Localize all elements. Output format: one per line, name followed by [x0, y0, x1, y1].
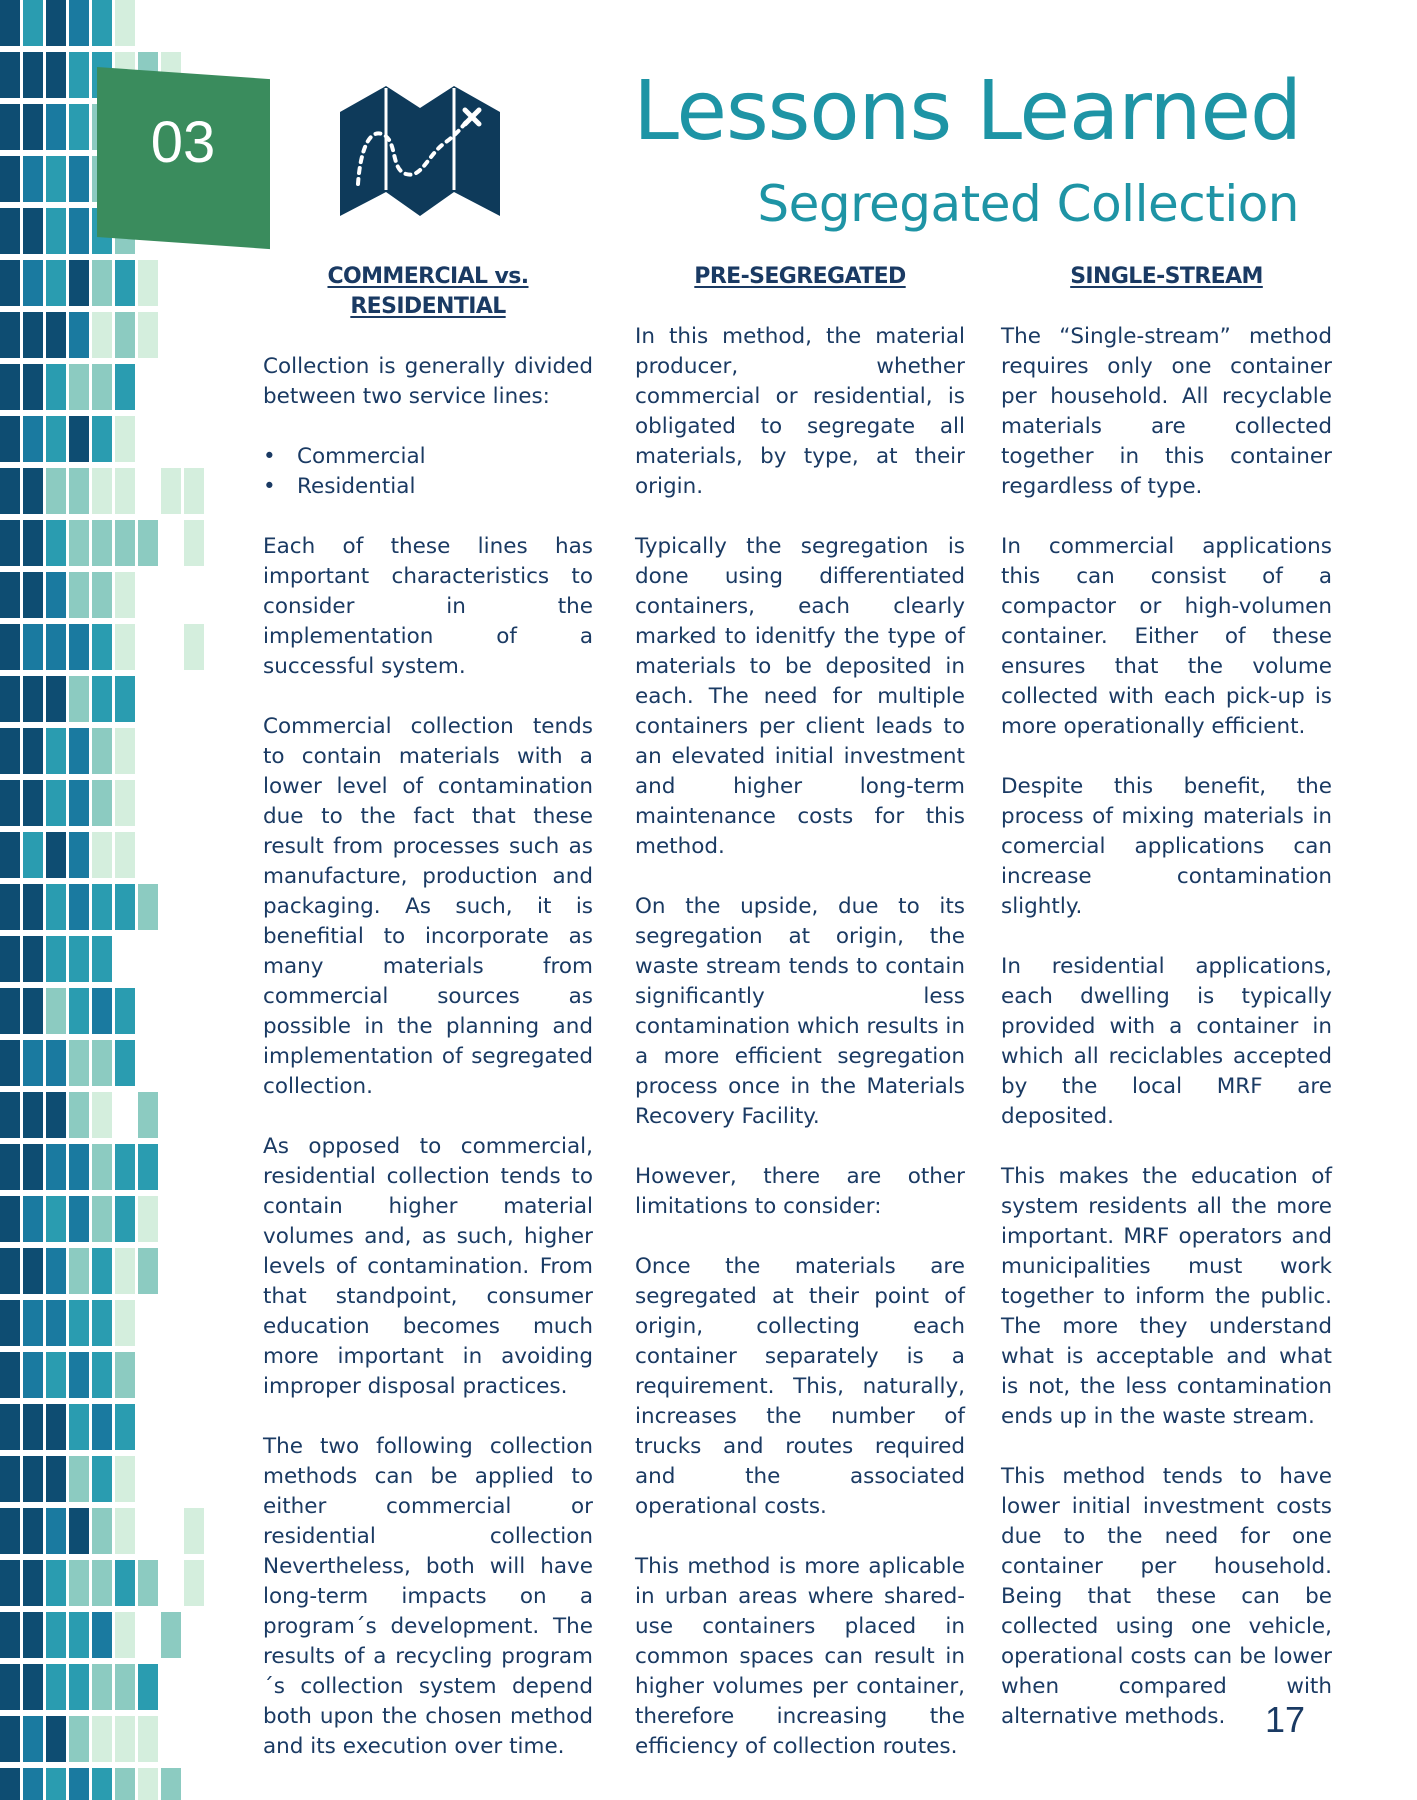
- mosaic-tile: [138, 312, 158, 358]
- mosaic-tile: [115, 1560, 135, 1606]
- column-heading: PRE-SEGREGATED: [694, 264, 906, 289]
- page-subtitle: Segregated Collection: [757, 175, 1299, 233]
- mosaic-tile: [69, 520, 89, 566]
- mosaic-tile: [184, 1560, 204, 1606]
- mosaic-tile: [138, 1768, 158, 1800]
- mosaic-tile: [23, 520, 43, 566]
- mosaic-tile: [23, 52, 43, 98]
- list-item: • Commercial: [263, 442, 593, 472]
- mosaic-tile: [69, 884, 89, 930]
- mosaic-tile: [115, 312, 135, 358]
- mosaic-tile: [0, 468, 20, 514]
- paragraph: Commercial collection tends to contain materials with a lower level of contamination due to the fact that these result from processes such as manufacture, production and packaging. As such, it is benefitial to incorporate as many materials from commercial sources as possible in the planning and implementation of segregated collection.: [263, 714, 593, 1099]
- mosaic-tile: [69, 208, 89, 254]
- mosaic-tile: [69, 1196, 89, 1242]
- mosaic-tile: [92, 1716, 112, 1762]
- mosaic-tile: [69, 1248, 89, 1294]
- mosaic-tile: [115, 1664, 135, 1710]
- mosaic-tile: [23, 1664, 43, 1710]
- mosaic-tile: [92, 1664, 112, 1710]
- mosaic-tile: [69, 624, 89, 670]
- mosaic-tile: [115, 728, 135, 774]
- mosaic-tile: [92, 312, 112, 358]
- mosaic-tile: [46, 1196, 66, 1242]
- mosaic-tile: [69, 1560, 89, 1606]
- mosaic-tile: [161, 1768, 181, 1800]
- mosaic-tile: [23, 1352, 43, 1398]
- page-title: Lessons Learned: [633, 64, 1301, 159]
- page-number: 17: [1265, 1699, 1306, 1740]
- section-number: 03: [150, 110, 216, 175]
- mosaic-tile: [115, 1612, 135, 1658]
- mosaic-tile: [92, 884, 112, 930]
- mosaic-tile: [115, 988, 135, 1034]
- mosaic-tile: [69, 52, 89, 98]
- mosaic-tile: [0, 1716, 20, 1762]
- mosaic-tile: [115, 780, 135, 826]
- mosaic-tile: [115, 468, 135, 514]
- mosaic-tile: [92, 260, 112, 306]
- mosaic-tile: [69, 936, 89, 982]
- mosaic-tile: [92, 832, 112, 878]
- mosaic-tile: [92, 1612, 112, 1658]
- mosaic-tile: [92, 1352, 112, 1398]
- mosaic-tile: [69, 364, 89, 410]
- mosaic-tile: [0, 1456, 20, 1502]
- mosaic-tile: [46, 624, 66, 670]
- mosaic-tile: [23, 884, 43, 930]
- mosaic-tile: [92, 936, 112, 982]
- paragraph: In this method, the material producer, whether commercial or residential, is obligated to segregate all materials, by type, at their origin.: [635, 324, 965, 499]
- mosaic-tile: [23, 208, 43, 254]
- mosaic-tile: [69, 312, 89, 358]
- column-heading: SINGLE-STREAM: [1070, 264, 1263, 289]
- mosaic-tile: [0, 1768, 20, 1800]
- mosaic-tile: [0, 1404, 20, 1450]
- mosaic-tile: [115, 260, 135, 306]
- mosaic-tile: [0, 624, 20, 670]
- mosaic-tile: [23, 104, 43, 150]
- mosaic-tile: [23, 676, 43, 722]
- mosaic-tile: [0, 1248, 20, 1294]
- mosaic-tile: [0, 1144, 20, 1190]
- mosaic-tile: [23, 1456, 43, 1502]
- mosaic-tile: [46, 416, 66, 462]
- paragraph: Once the materials are segregated at their point of origin, collecting each container separately is a requirement. This, naturally, increases the number of trucks and routes required and the associated operational costs.: [635, 1254, 965, 1519]
- paragraph: Each of these lines has important characteristics to consider in the implementation of a successful system.: [263, 534, 593, 679]
- mosaic-tile: [115, 572, 135, 618]
- mosaic-tile: [23, 1196, 43, 1242]
- column-single-stream: [1001, 262, 1332, 1762]
- mosaic-tile: [0, 364, 20, 410]
- mosaic-tile: [0, 1664, 20, 1710]
- mosaic-tile: [46, 1248, 66, 1294]
- mosaic-tile: [46, 936, 66, 982]
- mosaic-tile: [23, 260, 43, 306]
- mosaic-tile: [23, 1300, 43, 1346]
- mosaic-tile: [23, 1404, 43, 1450]
- mosaic-tile: [0, 1560, 20, 1606]
- mosaic-tile: [0, 1092, 20, 1138]
- mosaic-tile: [138, 520, 158, 566]
- mosaic-tile: [161, 1612, 181, 1658]
- paragraph: The “Single-stream” method requires only one container per household. All recyclable materials are collected together in this container regardless of type.: [1001, 324, 1332, 499]
- mosaic-tile: [92, 676, 112, 722]
- mosaic-tile: [92, 1196, 112, 1242]
- mosaic-tile: [69, 1768, 89, 1800]
- mosaic-tile: [46, 1664, 66, 1710]
- mosaic-tile: [0, 832, 20, 878]
- mosaic-tile: [23, 624, 43, 670]
- mosaic-tile: [69, 1456, 89, 1502]
- mosaic-tile: [46, 832, 66, 878]
- mosaic-tile: [138, 1664, 158, 1710]
- mosaic-tile: [92, 0, 112, 46]
- paragraph: On the upside, due to its segregation at origin, the waste stream tends to contain significantly less contamination which results in a more efficient segregation process once in the Materials Recovery Facility.: [635, 894, 965, 1129]
- mosaic-tile: [0, 104, 20, 150]
- mosaic-tile: [138, 1196, 158, 1242]
- mosaic-tile: [0, 936, 20, 982]
- mosaic-tile: [69, 1508, 89, 1554]
- mosaic-tile: [92, 988, 112, 1034]
- column-pre-segregated: [635, 262, 965, 1792]
- mosaic-tile: [138, 1144, 158, 1190]
- mosaic-tile: [138, 1560, 158, 1606]
- mosaic-tile: [46, 728, 66, 774]
- mosaic-tile: [46, 676, 66, 722]
- mosaic-tile: [92, 1404, 112, 1450]
- mosaic-tile: [115, 1352, 135, 1398]
- paragraph: This method is more aplicable in urban areas where shared-use containers placed in common spaces can result in higher volumes per container, therefore increasing the efficiency of collection routes.: [635, 1554, 965, 1759]
- mosaic-tile: [69, 0, 89, 46]
- mosaic-tile: [46, 52, 66, 98]
- mosaic-tile: [92, 1768, 112, 1800]
- paragraph: However, there are other limitations to consider:: [635, 1164, 965, 1219]
- mosaic-tile: [46, 364, 66, 410]
- column-intro: Collection is generally divided between two service lines:: [263, 354, 593, 409]
- mosaic-tile: [23, 468, 43, 514]
- mosaic-tile: [69, 1352, 89, 1398]
- mosaic-tile: [0, 0, 20, 46]
- mosaic-tile: [0, 416, 20, 462]
- mosaic-tile: [23, 1508, 43, 1554]
- mosaic-tile: [46, 520, 66, 566]
- mosaic-tile: [23, 0, 43, 46]
- mosaic-tile: [23, 728, 43, 774]
- mosaic-tile: [23, 364, 43, 410]
- mosaic-tile: [69, 1404, 89, 1450]
- mosaic-tile: [23, 312, 43, 358]
- mosaic-tile: [184, 468, 204, 514]
- mosaic-tile: [23, 1612, 43, 1658]
- decorative-tile-mosaic: [0, 0, 210, 1800]
- mosaic-tile: [115, 1768, 135, 1800]
- mosaic-tile: [23, 1248, 43, 1294]
- mosaic-tile: [138, 260, 158, 306]
- mosaic-tile: [69, 260, 89, 306]
- mosaic-tile: [69, 104, 89, 150]
- mosaic-tile: [46, 1612, 66, 1658]
- mosaic-tile: [0, 260, 20, 306]
- mosaic-tile: [184, 624, 204, 670]
- mosaic-tile: [69, 156, 89, 202]
- mosaic-tile: [115, 1300, 135, 1346]
- mosaic-tile: [23, 572, 43, 618]
- mosaic-tile: [23, 1144, 43, 1190]
- mosaic-tile: [46, 1300, 66, 1346]
- mosaic-tile: [115, 1456, 135, 1502]
- mosaic-tile: [92, 1040, 112, 1086]
- mosaic-tile: [115, 1196, 135, 1242]
- mosaic-tile: [92, 780, 112, 826]
- mosaic-tile: [92, 1144, 112, 1190]
- mosaic-tile: [46, 1144, 66, 1190]
- mosaic-tile: [0, 988, 20, 1034]
- mosaic-tile: [0, 1300, 20, 1346]
- mosaic-tile: [69, 1716, 89, 1762]
- mosaic-tile: [23, 416, 43, 462]
- mosaic-tile: [23, 1716, 43, 1762]
- mosaic-tile: [138, 1248, 158, 1294]
- mosaic-tile: [69, 416, 89, 462]
- mosaic-tile: [23, 988, 43, 1034]
- mosaic-tile: [46, 1508, 66, 1554]
- mosaic-tile: [115, 1508, 135, 1554]
- mosaic-tile: [161, 468, 181, 514]
- mosaic-tile: [46, 468, 66, 514]
- mosaic-tile: [92, 520, 112, 566]
- mosaic-tile: [69, 572, 89, 618]
- mosaic-tile: [0, 728, 20, 774]
- mosaic-tile: [0, 780, 20, 826]
- column-heading: COMMERCIAL vs. RESIDENTIAL: [327, 264, 529, 319]
- mosaic-tile: [92, 1508, 112, 1554]
- mosaic-tile: [92, 1300, 112, 1346]
- mosaic-tile: [23, 1560, 43, 1606]
- mosaic-tile: [0, 1508, 20, 1554]
- mosaic-tile: [184, 520, 204, 566]
- mosaic-tile: [23, 156, 43, 202]
- mosaic-tile: [0, 1040, 20, 1086]
- mosaic-tile: [92, 624, 112, 670]
- mosaic-tile: [115, 624, 135, 670]
- mosaic-tile: [115, 1248, 135, 1294]
- mosaic-tile: [23, 780, 43, 826]
- mosaic-tile: [0, 1352, 20, 1398]
- mosaic-tile: [46, 988, 66, 1034]
- paragraph: This method tends to have lower initial investment costs due to the need for one container per household. Being that these can be collected using one vehicle, operational costs can be lower when compared with alternative methods.: [1001, 1464, 1332, 1729]
- mosaic-tile: [138, 884, 158, 930]
- column-commercial-vs-residential: [263, 262, 593, 1792]
- mosaic-tile: [0, 572, 20, 618]
- mosaic-tile: [46, 1456, 66, 1502]
- mosaic-tile: [0, 520, 20, 566]
- mosaic-tile: [46, 1092, 66, 1138]
- mosaic-tile: [69, 1144, 89, 1190]
- mosaic-tile: [92, 1456, 112, 1502]
- mosaic-tile: [23, 936, 43, 982]
- treasure-map-icon: [338, 84, 502, 219]
- mosaic-tile: [0, 52, 20, 98]
- mosaic-tile: [92, 1092, 112, 1138]
- mosaic-tile: [0, 1196, 20, 1242]
- mosaic-tile: [115, 520, 135, 566]
- mosaic-tile: [0, 676, 20, 722]
- mosaic-tile: [115, 364, 135, 410]
- mosaic-tile: [23, 1040, 43, 1086]
- mosaic-tile: [46, 572, 66, 618]
- mosaic-tile: [46, 0, 66, 46]
- mosaic-tile: [115, 676, 135, 722]
- mosaic-tile: [46, 1768, 66, 1800]
- mosaic-tile: [0, 156, 20, 202]
- service-line-list: [263, 442, 593, 502]
- mosaic-tile: [46, 884, 66, 930]
- mosaic-tile: [69, 988, 89, 1034]
- mosaic-tile: [92, 572, 112, 618]
- mosaic-tile: [69, 832, 89, 878]
- mosaic-tile: [69, 1664, 89, 1710]
- mosaic-tile: [92, 728, 112, 774]
- mosaic-tile: [0, 312, 20, 358]
- mosaic-tile: [92, 416, 112, 462]
- mosaic-tile: [69, 728, 89, 774]
- mosaic-tile: [92, 1248, 112, 1294]
- mosaic-tile: [0, 208, 20, 254]
- mosaic-tile: [46, 780, 66, 826]
- mosaic-tile: [69, 1092, 89, 1138]
- mosaic-tile: [46, 1560, 66, 1606]
- mosaic-tile: [69, 468, 89, 514]
- mosaic-tile: [115, 1716, 135, 1762]
- paragraph: Despite this benefit, the process of mixing materials in comercial applications can increase contamination slightly.: [1001, 774, 1332, 919]
- mosaic-tile: [46, 1404, 66, 1450]
- mosaic-tile: [69, 780, 89, 826]
- mosaic-tile: [46, 312, 66, 358]
- mosaic-tile: [23, 1768, 43, 1800]
- mosaic-tile: [46, 1352, 66, 1398]
- mosaic-tile: [115, 1404, 135, 1450]
- mosaic-tile: [69, 1040, 89, 1086]
- list-item: • Residential: [263, 472, 593, 502]
- mosaic-tile: [115, 884, 135, 930]
- mosaic-tile: [92, 468, 112, 514]
- mosaic-tile: [46, 156, 66, 202]
- mosaic-tile: [138, 1716, 158, 1762]
- mosaic-tile: [23, 832, 43, 878]
- mosaic-tile: [69, 1300, 89, 1346]
- mosaic-tile: [23, 1092, 43, 1138]
- paragraph: This makes the education of system residents all the more important. MRF operators and municipalities must work together to inform the public. The more they understand what is acceptable and what is not, the less contamination ends up in the waste stream.: [1001, 1164, 1332, 1429]
- mosaic-tile: [0, 884, 20, 930]
- mosaic-tile: [115, 832, 135, 878]
- mosaic-tile: [69, 1612, 89, 1658]
- paragraph: As opposed to commercial, residential collection tends to contain higher material volumes and, as such, higher levels of contamination. From that standpoint, consumer education becomes much more important in avoiding improper disposal practices.: [263, 1134, 593, 1399]
- mosaic-tile: [92, 1560, 112, 1606]
- mosaic-tile: [115, 1144, 135, 1190]
- mosaic-tile: [0, 1612, 20, 1658]
- paragraph: In commercial applications this can consist of a compactor or high-volumen container. Either of these ensures that the volume collected with each pick-up is more operationally efficient.: [1001, 534, 1332, 739]
- paragraph: Typically the segregation is done using differentiated containers, each clearly marked to idenitfy the type of materials to be deposited in each. The need for multiple containers per client leads to an elevated initial investment and higher long-term maintenance costs for this method.: [635, 534, 965, 859]
- mosaic-tile: [115, 1040, 135, 1086]
- mosaic-tile: [46, 104, 66, 150]
- mosaic-tile: [115, 416, 135, 462]
- mosaic-tile: [138, 1092, 158, 1138]
- mosaic-tile: [46, 1716, 66, 1762]
- paragraph: In residential applications, each dwelling is typically provided with a container in which all reciclables accepted by the local MRF are deposited.: [1001, 954, 1332, 1129]
- mosaic-tile: [69, 676, 89, 722]
- mosaic-tile: [46, 1040, 66, 1086]
- mosaic-tile: [46, 260, 66, 306]
- mosaic-tile: [184, 1508, 204, 1554]
- mosaic-tile: [115, 0, 135, 46]
- mosaic-tile: [46, 208, 66, 254]
- mosaic-tile: [92, 364, 112, 410]
- paragraph: The two following collection methods can be applied to either commercial or residential collection Nevertheless, both will have long-term impacts on a program´s development. The results of a recycling program´s collection system depend both upon the chosen method and its execution over time.: [263, 1434, 593, 1759]
